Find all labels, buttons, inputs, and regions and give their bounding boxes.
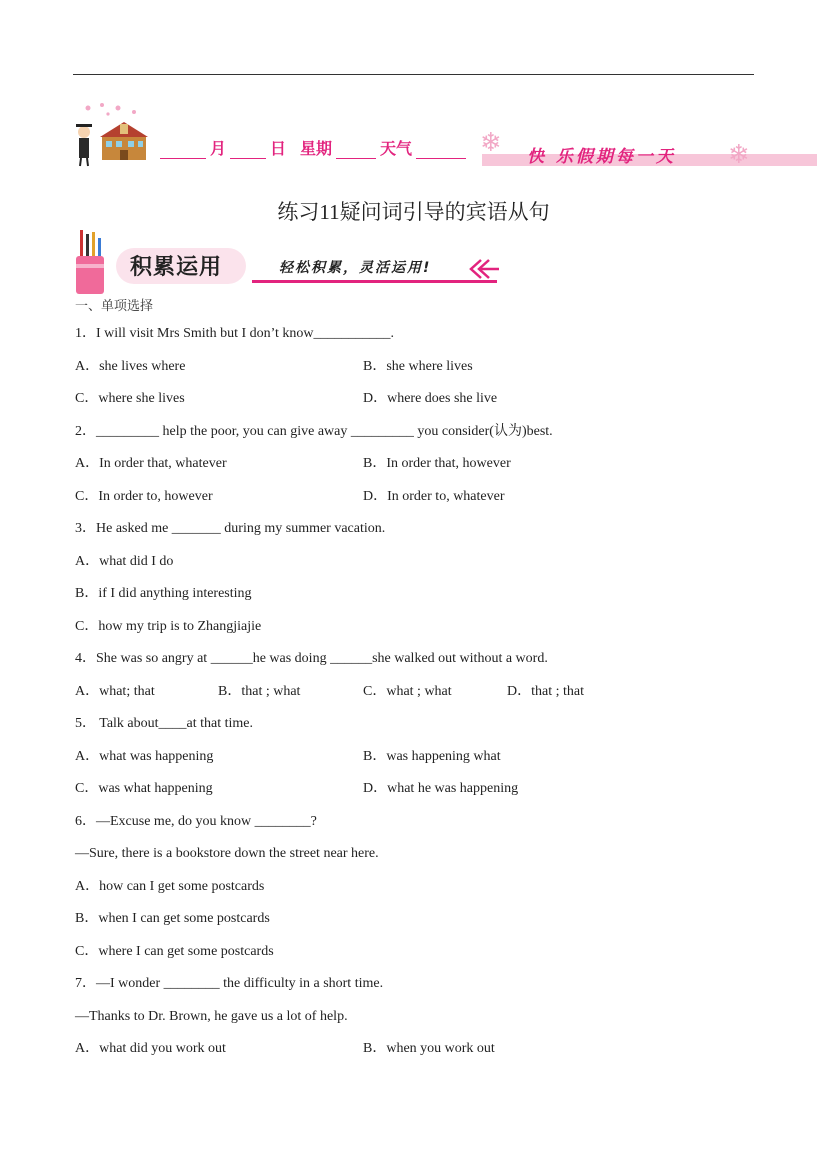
snowflake-icon: ❄	[480, 128, 502, 158]
option[interactable]: B．when you work out	[363, 1041, 495, 1056]
option[interactable]: A．she lives where	[75, 358, 186, 374]
option[interactable]: A．what was happening	[75, 748, 214, 764]
page-title: 练习11疑问词引导的宾语从句	[277, 200, 550, 224]
option-row	[75, 780, 755, 813]
option[interactable]: B．when I can get some postcards	[75, 911, 270, 926]
option[interactable]: C．where I can get some postcards	[75, 943, 274, 959]
weekday-blank[interactable]	[336, 138, 376, 159]
day-label: 日	[270, 139, 287, 158]
option[interactable]: C．what ; what	[363, 683, 452, 699]
section-title: 积累运用	[130, 255, 223, 280]
option-row	[75, 488, 755, 521]
month-label: 月	[210, 139, 227, 158]
option[interactable]: D．that ; that	[507, 683, 584, 699]
weather-blank[interactable]	[416, 138, 466, 159]
question-stem: 6．—Excuse me, do you know ________?	[75, 813, 317, 829]
section-underline	[252, 280, 497, 283]
option[interactable]: C．was what happening	[75, 781, 213, 796]
option-row	[75, 390, 755, 423]
option[interactable]: C．how my trip is to Zhangjiajie	[75, 618, 262, 634]
option[interactable]: A．what; that	[75, 683, 155, 699]
header-banner	[72, 100, 817, 175]
date-weather-line	[160, 136, 466, 159]
option[interactable]: A．how can I get some postcards	[75, 878, 265, 894]
option-row	[75, 455, 755, 488]
question-list	[75, 298, 755, 1073]
option-row	[75, 358, 755, 391]
section-banner	[72, 230, 512, 300]
header-rule	[73, 74, 754, 75]
option[interactable]: B．In order that, however	[363, 456, 511, 471]
question-reply: —Thanks to Dr. Brown, he gave us a lot of help.	[75, 1008, 348, 1024]
month-blank[interactable]	[160, 138, 206, 159]
pencil-cup-icon	[72, 230, 108, 294]
snowflake-icon: ❄	[728, 140, 750, 170]
option[interactable]: C．where she lives	[75, 391, 185, 406]
option[interactable]: A．In order that, whatever	[75, 456, 227, 471]
weekday-label: 星期	[300, 139, 333, 158]
section-subtitle: 轻松积累，灵活运用!	[279, 260, 432, 276]
day-blank[interactable]	[230, 138, 266, 159]
option-row	[75, 748, 755, 781]
question-stem: 7．—I wonder ________ the difficulty in a short time.	[75, 976, 384, 991]
option[interactable]: A．what did I do	[75, 553, 174, 569]
question-stem: 4．She was so angry at ______he was doing ______she walked out without a word.	[75, 651, 548, 666]
option-row	[75, 683, 755, 716]
option[interactable]: D．what he was happening	[363, 781, 519, 796]
option[interactable]: A．what did you work out	[75, 1041, 226, 1056]
option[interactable]: B．she where lives	[363, 358, 473, 374]
option[interactable]: B．was happening what	[363, 748, 501, 764]
graduate-school-illustration	[72, 100, 152, 170]
section-label: 一、单项选择	[75, 299, 154, 314]
option[interactable]: B．if I did anything interesting	[75, 586, 252, 601]
double-chevron-left-icon	[467, 256, 501, 282]
question-stem: 1．I will visit Mrs Smith but I don’t know___________.	[75, 326, 395, 341]
question-stem: 2．_________ help the poor, you can give away _________ you consider(认为)best.	[75, 423, 553, 439]
question-stem: 3．He asked me _______ during my summer vacation.	[75, 521, 386, 536]
option-row	[75, 1040, 755, 1073]
option[interactable]: C．In order to, however	[75, 488, 213, 504]
slogan-text: 快 乐假期每一天	[527, 147, 676, 167]
option[interactable]: B．that ; what	[218, 683, 301, 699]
weather-label: 天气	[380, 139, 413, 158]
option[interactable]: D．where does she live	[363, 391, 498, 406]
question-reply: —Sure, there is a bookstore down the street near here.	[75, 846, 379, 861]
option[interactable]: D．In order to, whatever	[363, 488, 505, 504]
question-stem: 5． Talk about____at that time.	[75, 716, 254, 731]
